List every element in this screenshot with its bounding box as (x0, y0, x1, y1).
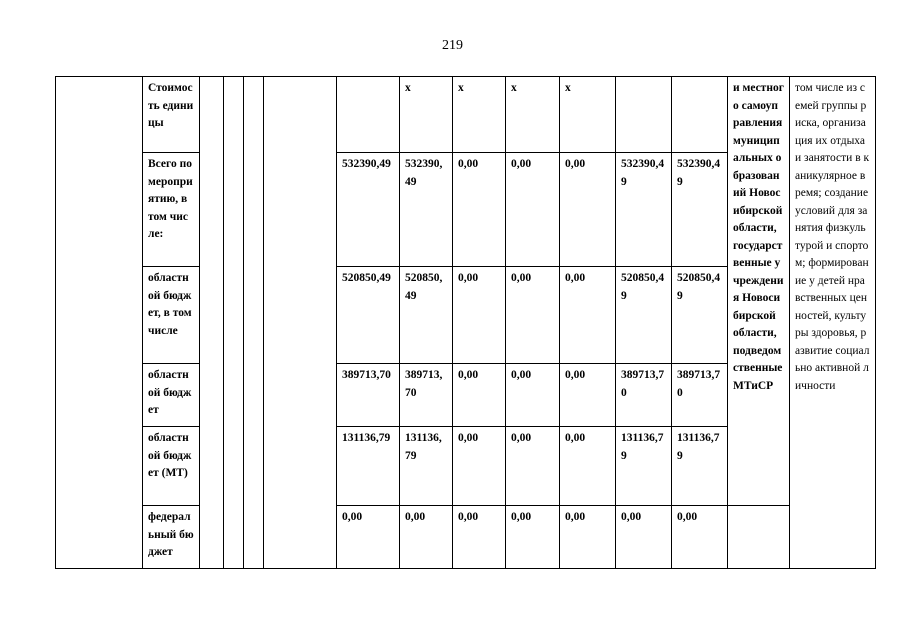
row-label: областной бюджет, в том числе (143, 267, 200, 364)
row-label: Стоимость единицы (143, 77, 200, 153)
value-cell: 131136,79 (337, 427, 400, 506)
value-cell: 389713,70 (616, 364, 672, 427)
value-cell: 0,00 (400, 506, 453, 569)
value-cell: 532390,49 (400, 153, 453, 267)
value-cell: 0,00 (560, 153, 616, 267)
value-cell: х (506, 77, 560, 153)
value-cell: 389713,70 (400, 364, 453, 427)
value-cell: 0,00 (616, 506, 672, 569)
value-cell: х (400, 77, 453, 153)
value-cell: 131136,79 (672, 427, 728, 506)
value-cell: 0,00 (506, 427, 560, 506)
table-row (56, 506, 876, 569)
blank-cell (728, 506, 790, 569)
value-cell: 131136,79 (616, 427, 672, 506)
value-cell: 131136,79 (400, 427, 453, 506)
value-cell: 520850,49 (616, 267, 672, 364)
value-cell (616, 77, 672, 153)
value-cell: х (453, 77, 506, 153)
value-cell: 532390,49 (337, 153, 400, 267)
row-label: федеральный бюджет (143, 506, 200, 569)
blank-cell (200, 77, 224, 569)
value-cell: 0,00 (506, 506, 560, 569)
blank-cell (224, 77, 244, 569)
value-cell: 0,00 (453, 427, 506, 506)
value-cell: 532390,49 (672, 153, 728, 267)
row-label: Всего по мероприятию, в том числе: (143, 153, 200, 267)
budget-table (55, 76, 876, 569)
blank-cell (264, 77, 337, 569)
value-cell: 0,00 (560, 267, 616, 364)
value-cell: 520850,49 (337, 267, 400, 364)
value-cell: 389713,70 (672, 364, 728, 427)
value-cell: 0,00 (453, 364, 506, 427)
page-number: 219 (442, 38, 463, 53)
value-cell: 0,00 (560, 364, 616, 427)
value-cell: х (560, 77, 616, 153)
value-cell (672, 77, 728, 153)
value-cell: 0,00 (672, 506, 728, 569)
value-cell: 0,00 (453, 153, 506, 267)
value-cell: 0,00 (506, 267, 560, 364)
value-cell: 0,00 (560, 427, 616, 506)
value-cell: 0,00 (560, 506, 616, 569)
executor-cell: и местного самоуправления муниципальных образований Новосибирской области, государственные учреждения Новосибирской области, подведомственные МТиСР (728, 77, 790, 506)
value-cell: 0,00 (506, 364, 560, 427)
table-row (56, 77, 876, 153)
value-cell: 0,00 (337, 506, 400, 569)
value-cell: 389713,70 (337, 364, 400, 427)
value-cell: 0,00 (453, 506, 506, 569)
row-label: областной бюджет (МТ) (143, 427, 200, 506)
value-cell: 520850,49 (400, 267, 453, 364)
value-cell: 0,00 (506, 153, 560, 267)
value-cell (337, 77, 400, 153)
value-cell: 532390,49 (616, 153, 672, 267)
value-cell: 520850,49 (672, 267, 728, 364)
blank-cell (244, 77, 264, 569)
row-label: областной бюджет (143, 364, 200, 427)
result-cell: том числе из семей группы риска, организация их отдыха и занятости в каникулярное время; создание условий для занятия физкультурой и спортом; формирование у детей нравственных ценностей, культуры здоровья, развитие социально активной личности (790, 77, 876, 569)
value-cell: 0,00 (453, 267, 506, 364)
blank-cell (56, 77, 143, 569)
